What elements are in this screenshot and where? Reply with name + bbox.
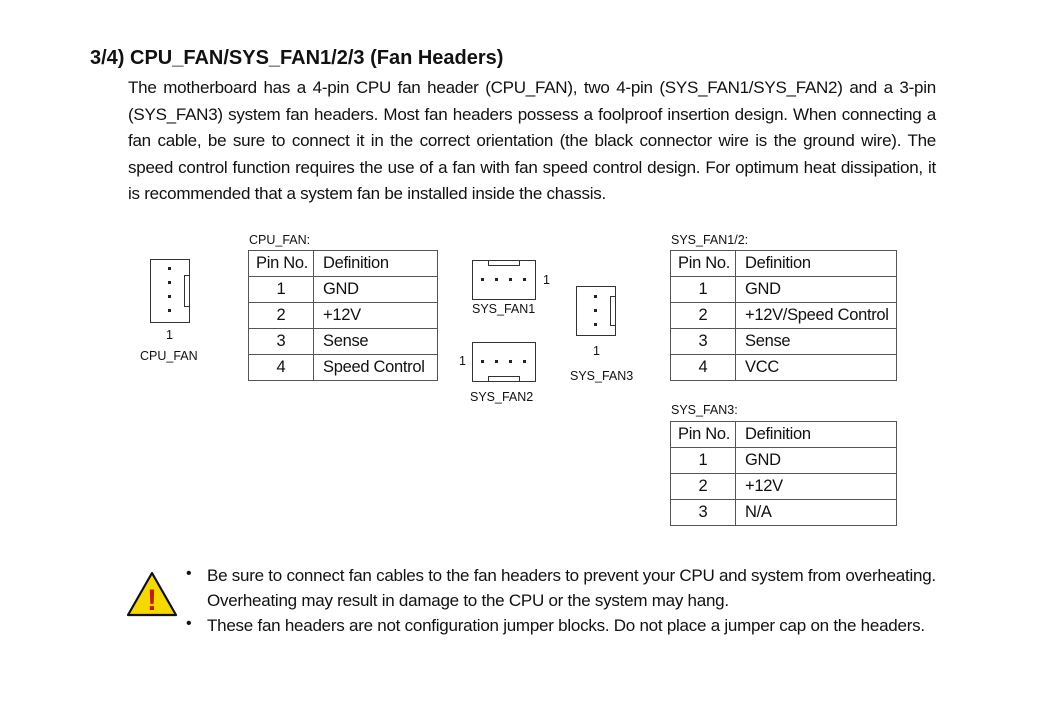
pin-definition: +12V [736, 474, 897, 500]
cpu-fan-label: CPU_FAN [140, 349, 198, 363]
note-item-1: Be sure to connect fan cables to the fan headers to prevent your CPU and system from overheating. Overheating may result in damage to the CPU or the system may hang. [207, 566, 936, 610]
pin-definition: Speed Control [314, 355, 438, 381]
pin-number: 2 [249, 303, 314, 329]
sys-fan2-label: SYS_FAN2 [470, 390, 534, 404]
sys-fan2-pin1-label: 1 [459, 354, 466, 368]
cpu-fan-connector-key [184, 275, 190, 307]
table-row [249, 277, 438, 303]
cpu-fan-pin-table [248, 250, 438, 381]
sys-fan3-diagram [568, 284, 648, 386]
sys-fan1-connector-key [488, 260, 520, 266]
pin-no-header: Pin No. [671, 422, 736, 448]
cpu-fan-diagram [140, 255, 210, 370]
pin-definition: N/A [736, 500, 897, 526]
warning-exclamation: ! [147, 584, 157, 617]
sys-fan1-pin1-label: 1 [543, 273, 550, 287]
section-title: CPU_FAN/SYS_FAN1/2/3 (Fan Headers) [130, 47, 504, 69]
definition-header: Definition [736, 422, 897, 448]
sys-fan3-table-caption: SYS_FAN3: [671, 403, 738, 417]
warning-triangle-icon [126, 570, 178, 618]
sys-fan12-table-caption: SYS_FAN1/2: [671, 233, 749, 247]
table-row [671, 355, 897, 381]
pin-number: 2 [671, 474, 736, 500]
table-row [671, 329, 897, 355]
sys-fan12-pin-table [670, 250, 897, 381]
note-bullet: • [186, 615, 192, 632]
table-header-row [671, 251, 897, 277]
sys-fan2-diagram [455, 340, 545, 408]
note-item-2: These fan headers are not configuration jumper blocks. Do not place a jumper cap on the headers. [207, 616, 925, 635]
pin-definition: VCC [736, 355, 897, 381]
pin-definition: GND [736, 277, 897, 303]
table-row [671, 448, 897, 474]
table-row [249, 329, 438, 355]
sys-fan3-label: SYS_FAN3 [570, 369, 634, 383]
table-row [671, 303, 897, 329]
pin-definition: +12V [314, 303, 438, 329]
table-row [671, 277, 897, 303]
table-row [671, 500, 897, 526]
pin-no-header: Pin No. [671, 251, 736, 277]
pin-number: 2 [671, 303, 736, 329]
pin-number: 1 [671, 277, 736, 303]
definition-header: Definition [314, 251, 438, 277]
table-header-row [249, 251, 438, 277]
cpu-fan-pin1-label: 1 [166, 328, 173, 342]
pin-number: 1 [249, 277, 314, 303]
table-header-row [671, 422, 897, 448]
sys-fan2-connector-key [488, 376, 520, 382]
pin-no-header: Pin No. [249, 251, 314, 277]
pin-number: 3 [249, 329, 314, 355]
pin-number: 3 [671, 329, 736, 355]
pin-definition: Sense [314, 329, 438, 355]
pin-number: 1 [671, 448, 736, 474]
pin-definition: +12V/Speed Control [736, 303, 897, 329]
pin-definition: GND [314, 277, 438, 303]
sys-fan1-label: SYS_FAN1 [472, 302, 536, 316]
pin-definition: GND [736, 448, 897, 474]
pin-number: 4 [249, 355, 314, 381]
section-number: 3/4) [90, 47, 125, 69]
sys-fan3-pin-table [670, 421, 897, 526]
note-bullet: • [186, 565, 192, 582]
sys-fan1-diagram [470, 258, 560, 322]
intro-paragraph: The motherboard has a 4-pin CPU fan header (CPU_FAN), two 4-pin (SYS_FAN1/SYS_FAN2) and a 3-pin (SYS_FAN3) system fan headers. Most fan headers possess a foolproof insertion design. When connecting a fan cable, be sure to connect it in the correct orientation (the black connector wire is the ground wire). The speed control function requires the use of a fan with fan speed control design. For optimum heat dissipation, it is recommended that a system fan be installed inside the chassis. [128, 78, 936, 203]
pin-number: 4 [671, 355, 736, 381]
table-row [671, 474, 897, 500]
definition-header: Definition [736, 251, 897, 277]
pin-number: 3 [671, 500, 736, 526]
table-row [249, 355, 438, 381]
table-row [249, 303, 438, 329]
sys-fan3-pin1-label: 1 [593, 344, 600, 358]
pin-definition: Sense [736, 329, 897, 355]
cpu-fan-table-caption: CPU_FAN: [249, 233, 311, 247]
sys-fan3-connector-key [610, 296, 616, 326]
